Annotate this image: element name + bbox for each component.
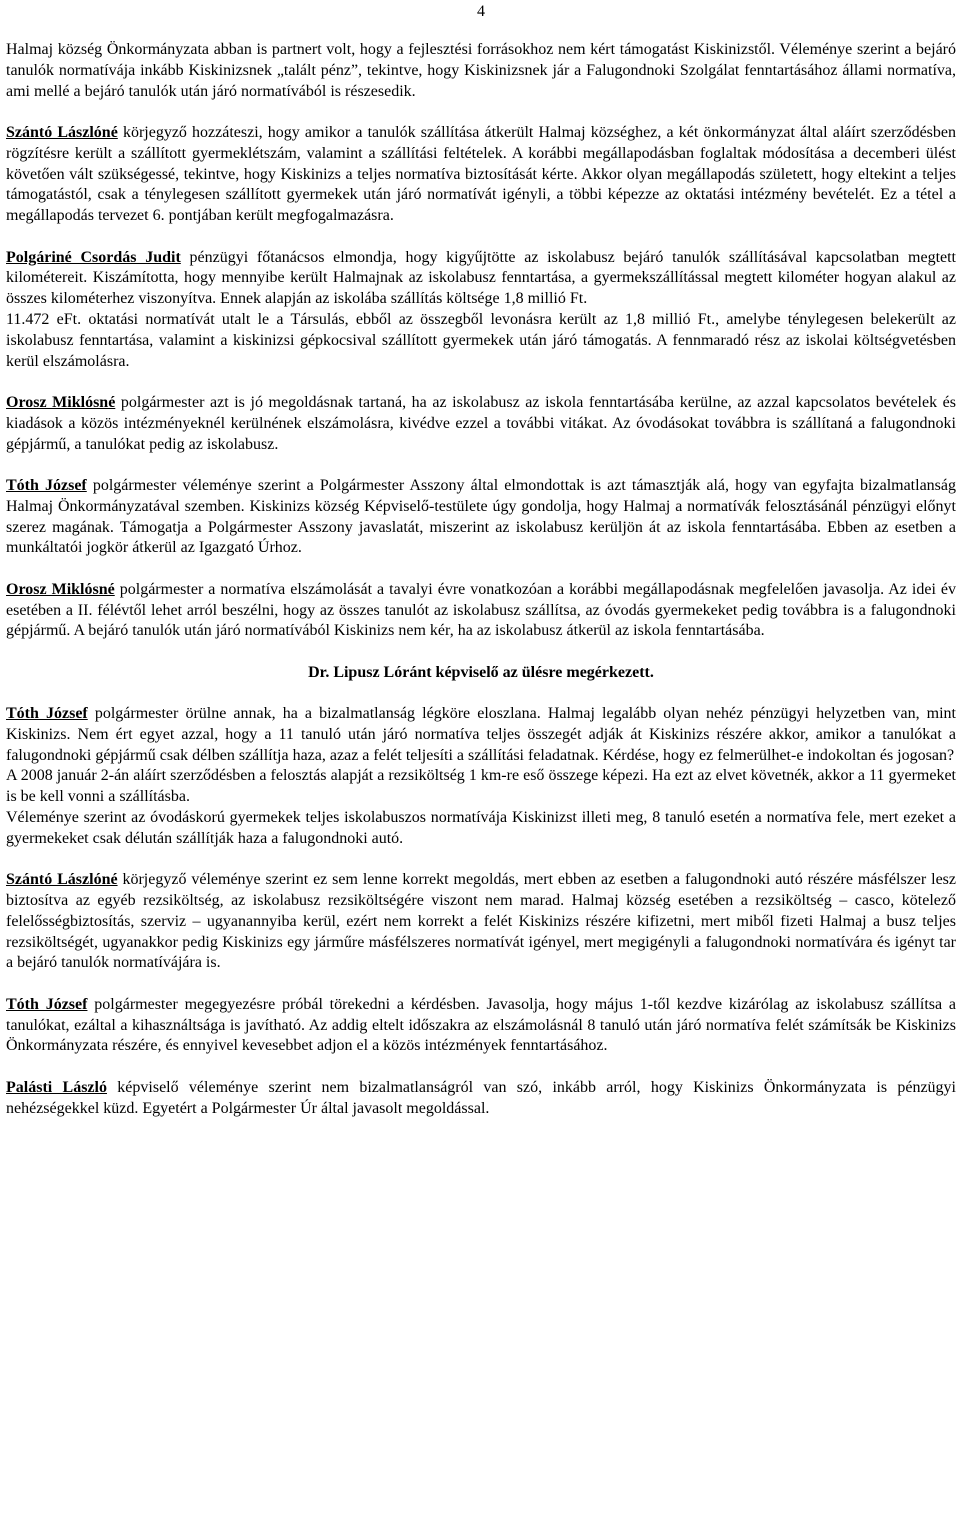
paragraph-text: körjegyző hozzáteszi, hogy amikor a tanulók szállítása átkerült Halmaj községhez, a két önkormányzat által aláírt szerződésben rögzítésre került a szállított gyermeklétszám, valamint a szállítási feltételek. A korábbi megállapodásban foglaltak módosítása a decemberi ülést követően vált szükségessé, tekintve, hogy Kiskinizs a teljes normatíva biztosítását kérte. Akkor olyan megállapodás született, hogy eltekint a teljes támogatástól, csak a ténylegesen szállított gyermekek után járó normatívát igényli, a többi képezze az oktatási intézmény bevételét. Ez a tétel a megállapodás tervezet 6. pontjában került megfogalmazásra. [6, 123, 957, 225]
paragraph-text: polgármester örülne annak, ha a bizalmatlanság légköre eloszlana. Halmaj legalább olyan nehéz pénzügyi helyzetben van, mint Kiskinizs. Nem ért egyet azzal, hogy a 11 tanuló után járó normatíva teljes összegét adják át Kiskinizs részére akkor, amikor a tanulókat a falugondnoki gépjármű csak délben szállítja haza, azaz a felét teljesíti a szállítási feladatnak. Kérdése, hogy ez felmerülhet-e indokoltan és jogosan? [6, 705, 956, 764]
paragraph-10 [6, 1078, 956, 1120]
paragraph-1 [6, 40, 956, 102]
paragraph-text: polgármester azt is jó megoldásnak tartaná, ha az iskolabusz az iskola fenntartásába kerülne, az azzal kapcsolatos bevételek és kiadások a közös intézményeknél kerülnének elszámolásra, kivédve ezzel a további vitákat. Az óvodásokat továbbra is szállítaná a falugondnoki gépjármű, a tanulókat pedig az iskolabusz. [6, 393, 957, 453]
paragraph-7-continued [6, 766, 956, 808]
paragraph-9 [6, 995, 956, 1057]
page-number: 4 [477, 3, 485, 20]
paragraph-text: polgármester véleménye szerint a Polgármester Asszony által elmondottak is azt támasztják alá, hogy van egyfajta bizalmatlanság Halmaj Önkormányzatával szemben. Kiskinizs község Képviselő-testülete úgy gondolja, hogy Halmaj a normatívák felosztásánál pénzügyi előnyt szerez magának. Támogatja a Polgármester Asszony javaslatát, miszerint az iskolabusz kerüljön át az iskola fenntartásába. Ebben az esetben a munkáltatói jogkör átkerül az Igazgató Úrhoz. [6, 476, 957, 557]
paragraph-4 [6, 393, 956, 455]
paragraph-text: 11.472 eFt. oktatási normatívát utalt le a Társulás, ebből az összegből levonásra került az 1,8 millió Ft., amelybe ténylegesen belekerült az iskolabusz fenntartása, valamint a kiskinizsi gépkocsival szállított gyermekek után járó támogatás. A fennmaradó rész az iskolai költségvetésben kerül elszámolásra. [6, 310, 956, 370]
paragraph-text: pénzügyi főtanácsos elmondja, hogy kigyűjtötte az iskolabusz bejáró tanulók szállításával kapcsolatban megtett kilométereit. Kiszámította, hogy mennyibe került Halmajnak az iskolabusz fenntartása, a gyermekszállítással megtett kilométer hogyan alakul az összes kilométerhez viszonyítva. Ennek alapján az iskolába szállítás költsége 1,8 millió Ft. [6, 248, 957, 308]
speaker-name: Tóth József [6, 705, 88, 723]
speaker-name: Polgáriné Csordás Judit [6, 248, 181, 266]
speaker-name: Orosz Miklósné [6, 393, 116, 411]
paragraph-2 [6, 123, 956, 227]
paragraph-text: képviselő véleménye szerint nem bizalmatlanságról van szó, inkább arról, hogy Kiskinizs Önkormányzata is pénzügyi nehézségekkel küzd. Egyetért a Polgármester Úr által javasolt megoldással. [6, 1078, 957, 1117]
speaker-name: Tóth József [6, 995, 88, 1013]
speaker-name: Orosz Miklósné [6, 580, 115, 598]
paragraph-7-continued-2 [6, 808, 956, 850]
paragraph-text: Halmaj község Önkormányzata abban is partnert volt, hogy a fejlesztési forrásokhoz nem kért támogatást Kiskinizstől. Véleménye szerint a bejáró tanulók normatívája inkább Kiskinizsnek „talált pénz”, tekintve, hogy Kiskinizsnek jár a Falugondnoki Szolgálat fenntartásához állami normatíva, ami mellé a bejáró tanulók után járó normatívából is részesedik. [6, 41, 956, 100]
arrival-announcement: Dr. Lipusz Lóránt képviselő az ülésre megérkezett. [308, 663, 654, 681]
speaker-name: Szántó Lászlóné [6, 871, 118, 889]
paragraph-text: polgármester megegyezésre próbál törekedni a kérdésben. Javasolja, hogy május 1-től kezdve kizárólag az iskolabusz szállítsa a tanulókat, ezáltal a kihasználtsága is javítható. Az addig eltelt időszakra az elszámolásnál 8 tanuló után járó normatíva felét számítsák be Kiskinizs Önkormányzata részére, és ennyivel kevesebbet adjon el a közös intézmények fenntartásához. [6, 995, 957, 1055]
paragraph-3-continued [6, 310, 956, 372]
paragraph-7 [6, 704, 956, 766]
speaker-name: Tóth József [6, 476, 87, 494]
speaker-name: Palásti László [6, 1078, 107, 1096]
paragraph-8 [6, 870, 956, 974]
speaker-name: Szántó Lászlóné [6, 123, 118, 141]
paragraph-text: A 2008 január 2-án aláírt szerződésben a felosztás alapját a rezsiköltség 1 km-re eső összege képezi. Ha ezt az elvet követnék, akkor a 11 gyermeket is be kell vonni a szállításba. [6, 767, 956, 806]
paragraph-6 [6, 580, 956, 642]
paragraph-text: Véleménye szerint az óvodáskorú gyermekek teljes iskolabuszos normatívája Kiskinizst illeti meg, 8 tanuló esetén a normatíva fele, mert ezeket a gyermekeket csak délután szállítják haza a falugondnoki autó. [6, 809, 956, 847]
paragraph-5 [6, 476, 956, 559]
paragraph-3 [6, 248, 956, 310]
paragraph-text: polgármester a normatíva elszámolását a tavalyi évre vonatkozóan a korábbi megállapodásnak megfelelően javasolja. Az idei év esetében a II. félévtől lehet arról beszélni, hogy az összes tanulót az iskolabusz szállítsa, az óvodás gyermekeket pedig továbbra is a falugondnoki gépjármű. A bejáró tanulók után járó normatívából Kiskinizs nem kér, ha az iskolabusz átkerül az iskola fenntartásába. [6, 580, 957, 640]
paragraph-text: körjegyző véleménye szerint ez sem lenne korrekt megoldás, mert ebben az esetben a falugondnoki autó részére másfélszer lesz biztosítva az egyéb rezsiköltség, az iskolabusz rezsiköltségére viszont nem marad. Halmaj község esetében a rezsiköltség – casco, kötelező felelősségbiztosítás, szerviz – ugyanannyiba kerül, ezért nem korrekt a felét Kiskinizs részére kifizetni, mert miből fizeti Halmaj a busz teljes rezsiköltségét, ugyanakkor pedig Kiskinizs egy járműre másfélszeres normatívát igényel, mert megigényli a falugondnoki normatívára és igényt tar a bejáró tanulók normatívájára is. [6, 871, 957, 972]
